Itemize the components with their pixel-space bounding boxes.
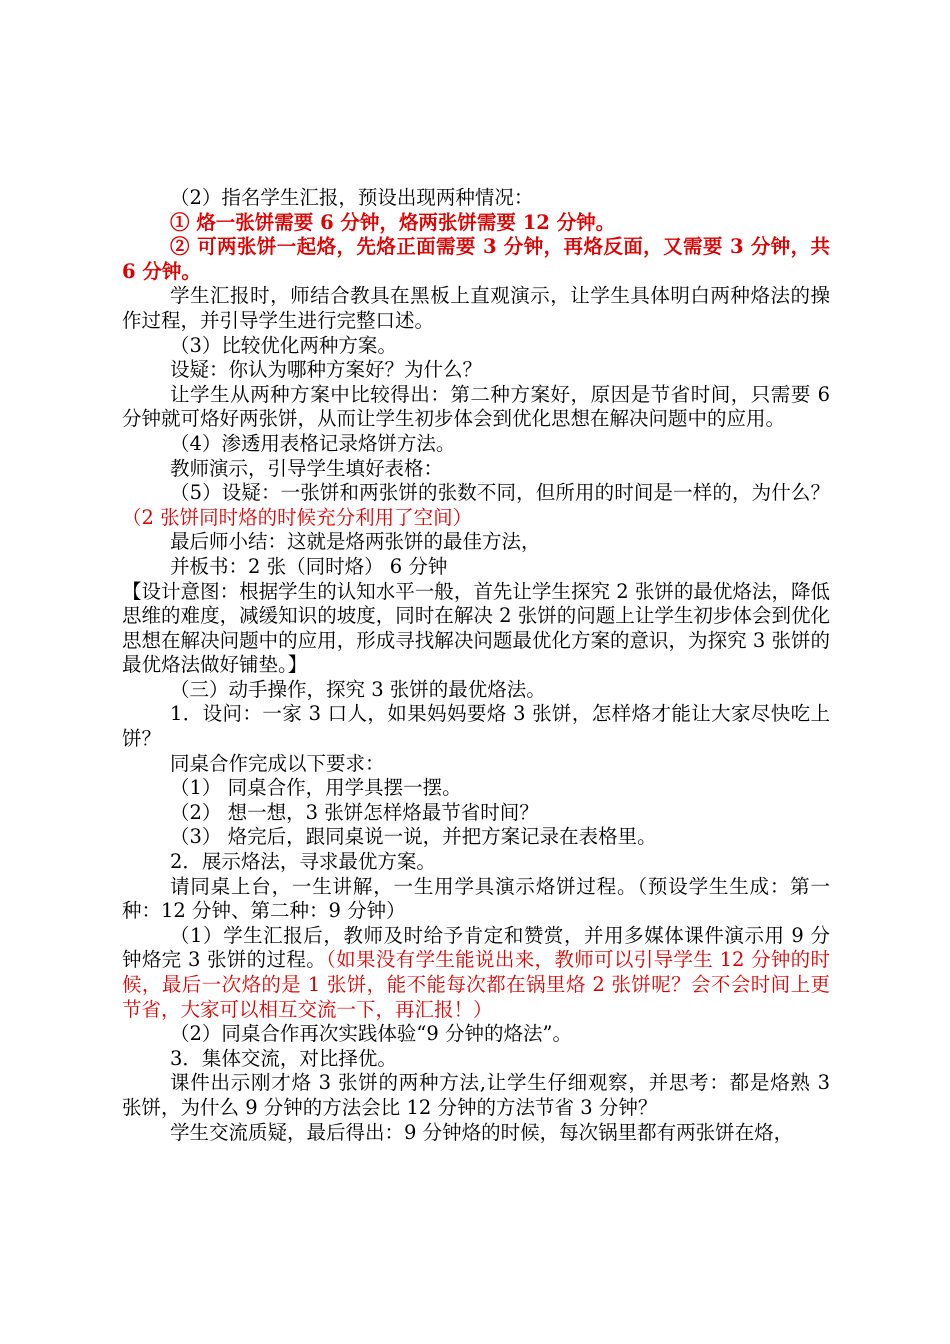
paragraph bbox=[122, 481, 830, 530]
paragraph-text: （2）指名学生汇报，预设出现两种情况： bbox=[170, 186, 534, 209]
paragraph-text: 学生交流质疑，最后得出：9 分钟烙的时候，每次锅里都有两张饼在烙， bbox=[170, 1120, 794, 1144]
paragraph-text: （2）同桌合作再次实践体验“9 分钟的烙法”。 bbox=[170, 1022, 572, 1046]
paragraph-text: （4）渗透用表格记录烙饼方法。 bbox=[170, 431, 456, 455]
paragraph-text: （2） 想一想，3 张饼怎样烙最节省时间？ bbox=[170, 800, 539, 824]
paragraph bbox=[122, 1047, 830, 1072]
paragraph-text: 同桌合作完成以下要求： bbox=[170, 751, 385, 775]
paragraph bbox=[122, 1071, 830, 1120]
paragraph bbox=[122, 383, 830, 432]
paragraph-text: （1） 同桌合作，用学具摆一摆。 bbox=[170, 776, 462, 800]
paragraph bbox=[122, 211, 830, 236]
paragraph bbox=[122, 752, 830, 777]
paragraph bbox=[122, 702, 830, 751]
paragraph bbox=[122, 457, 830, 482]
paragraph-text: 并板书：2 张（同时烙） 6 分钟 bbox=[170, 554, 448, 578]
paragraph-text: 1．设问：一家 3 口人，如果妈妈要烙 3 张饼，怎样烙才能让大家尽快吃上饼？ bbox=[122, 702, 830, 751]
highlighted-text: （2 张饼同时烙的时候充分利用了空间） bbox=[122, 505, 473, 529]
paragraph-text: 让学生从两种方案中比较得出：第二种方案好，原因是节省时间，只需要 6 分钟就可烙好两张饼，从而让学生初步体会到优化思想在解决问题中的应用。 bbox=[122, 382, 830, 431]
paragraph bbox=[122, 555, 830, 580]
paragraph bbox=[122, 1022, 830, 1047]
paragraph-text: （1）学生汇报后，教师及时给予肯定和赞赏，并用多媒体课件演示用 9 分钟烙完 3 张饼的过程。 bbox=[122, 923, 830, 972]
paragraph bbox=[122, 850, 830, 875]
paragraph-text: （3）比较优化两种方案。 bbox=[170, 333, 397, 357]
paragraph-text: 学生汇报时，师结合教具在黑板上直观演示，让学生具体明白两种烙法的操作过程，并引导学生进行完整口述。 bbox=[122, 284, 830, 332]
paragraph-text: （5）设疑：一张饼和两张饼的张数不同，但所用的时间是一样的，为什么？ bbox=[170, 481, 830, 505]
paragraph-text: 教师演示，引导学生填好表格： bbox=[170, 456, 444, 480]
paragraph-text: 设疑：你认为哪种方案好？为什么？ bbox=[170, 358, 483, 382]
paragraph-text: 请同桌上台，一生讲解，一生用学具演示烙饼过程。（预设学生生成：第一种：12 分钟、第二种：9 分钟） bbox=[122, 874, 830, 923]
paragraph bbox=[122, 235, 830, 284]
highlighted-text: ② 可两张饼一起烙，先烙正面需要 3 分钟，再烙反面，又需要 3 分钟，共 6 分钟。 bbox=[122, 235, 830, 283]
paragraph bbox=[122, 825, 830, 850]
paragraph bbox=[122, 924, 830, 1022]
paragraph-text: 课件出示刚才烙 3 张饼的两种方法,让学生仔细观察，并思考：都是烙熟 3 张饼，为什么 9 分钟的方法会比 12 分钟的方法节省 3 分钟？ bbox=[122, 1071, 830, 1119]
paragraph-text: （三）动手操作，探究 3 张饼的最优烙法。 bbox=[170, 677, 546, 701]
highlighted-text: （如果没有学生能说出来，教师可以引导学生 12 分钟的时候，最后一次烙的是 1 张饼，能不能每次都在锅里烙 2 张饼呢？会不会时间上更节省，大家可以相互交流一下，再汇报！） bbox=[122, 948, 830, 1021]
paragraph bbox=[122, 801, 830, 826]
paragraph bbox=[122, 334, 830, 359]
paragraph bbox=[122, 678, 830, 703]
paragraph-text: 【设计意图：根据学生的认知水平一般，首先让学生探究 2 张饼的最优烙法，降低思维的难度，减缓知识的坡度，同时在解决 2 张饼的问题上让学生初步体会到优化思想在解决问题中的应用，形成寻找解决问题最优化方案的意识，为探究 3 张饼的最优烙法做好铺垫。】 bbox=[122, 579, 830, 677]
document-page bbox=[122, 186, 830, 1145]
paragraph-text: 最后师小结：这就是烙两张饼的最佳方法， bbox=[170, 530, 541, 554]
paragraph bbox=[122, 358, 830, 383]
paragraph-text: 3．集体交流，对比择优。 bbox=[170, 1046, 397, 1070]
paragraph bbox=[122, 432, 830, 457]
paragraph bbox=[122, 776, 830, 801]
highlighted-text: ① 烙一张饼需要 6 分钟，烙两张饼需要 12 分钟。 bbox=[170, 210, 616, 234]
paragraph bbox=[122, 284, 830, 333]
paragraph-text: 2．展示烙法，寻求最优方案。 bbox=[170, 850, 436, 874]
paragraph bbox=[122, 875, 830, 924]
paragraph bbox=[122, 186, 830, 211]
paragraph-text: （3） 烙完后，跟同桌说一说，并把方案记录在表格里。 bbox=[170, 825, 657, 849]
paragraph bbox=[122, 530, 830, 555]
paragraph bbox=[122, 580, 830, 678]
paragraph bbox=[122, 1121, 830, 1146]
